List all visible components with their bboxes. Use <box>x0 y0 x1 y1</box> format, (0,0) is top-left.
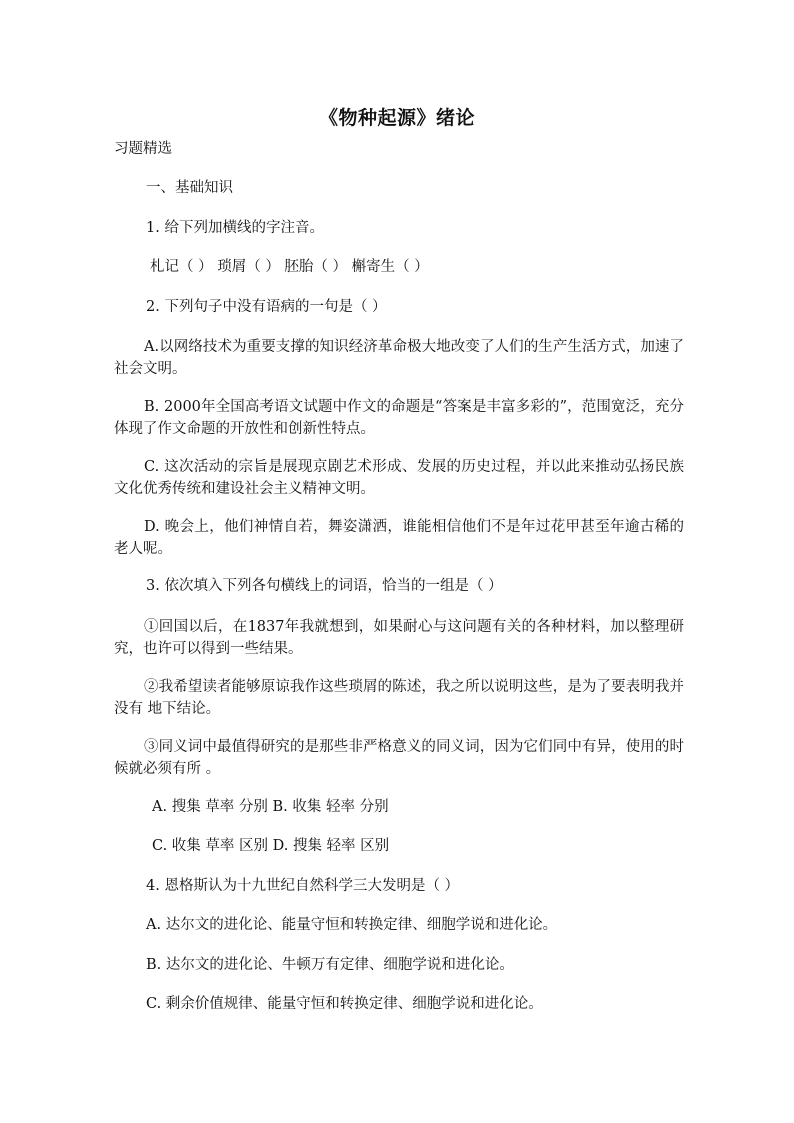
question-4-option-a: A. 达尔文的进化论、能量守恒和转换定律、细胞学说和进化论。 <box>146 917 558 933</box>
page-title: 《物种起源》绪论 <box>318 107 475 129</box>
question-3-sentence-3: ③同义词中最值得研究的是那些非严格意义的同义词，因为它们同中有异，使用的时候就必须有所 。 <box>114 739 684 777</box>
question-2-option-d: D. 晚会上，他们神情自若，舞姿潇洒，谁能相信他们不是年过花甲甚至年逾古稀的老人呢。 <box>114 519 684 557</box>
question-3-choices-ab: A. 搜集 草率 分别 B. 收集 轻率 分别 <box>152 799 389 815</box>
heading-basic-knowledge: 一、基础知识 <box>146 180 233 196</box>
question-3-sentence-1: ①回国以后，在1837年我就想到，如果耐心与这问题有关的各种材料，加以整理研究，也许可以得到一些结果。 <box>114 619 684 657</box>
section-label: 习题精选 <box>114 141 172 157</box>
question-2-prompt: 2. 下列句子中没有语病的一句是（ ） <box>146 299 387 315</box>
question-2-option-b: B. 2000年全国高考语文试题中作文的命题是“答案是丰富多彩的”，范围宽泛，充分体现了作文命题的开放性和创新性特点。 <box>114 399 684 437</box>
question-3-prompt: 3. 依次填入下列各句横线上的词语，恰当的一组是（ ） <box>146 578 503 594</box>
question-1-items: 札记（ ） 琐屑（ ） 胚胎（ ） 槲寄生（ ） <box>150 259 429 275</box>
question-4-prompt: 4. 恩格斯认为十九世纪自然科学三大发明是（ ） <box>146 878 460 894</box>
question-4-option-c: C. 剩余价值规律、能量守恒和转换定律、细胞学说和进化论。 <box>146 996 543 1012</box>
question-4-option-b: B. 达尔文的进化论、牛顿万有定律、细胞学说和进化论。 <box>146 957 514 973</box>
question-3-choices-cd: C. 收集 草率 区别 D. 搜集 轻率 区别 <box>152 838 390 854</box>
question-1-prompt: 1. 给下列加横线的字注音。 <box>146 220 324 236</box>
question-3-sentence-2: ②我希望读者能够原谅我作这些琐屑的陈述，我之所以说明这些，是为了要表明我并没有 地下结论。 <box>114 679 684 717</box>
question-2-option-c: C. 这次活动的宗旨是展现京剧艺术形成、发展的历史过程，并以此来推动弘扬民族文化优秀传统和建设社会主义精神文明。 <box>114 459 684 497</box>
question-2-option-a: A.以网络技术为重要支撑的知识经济革命极大地改变了人们的生产生活方式，加速了社会文明。 <box>114 339 684 377</box>
